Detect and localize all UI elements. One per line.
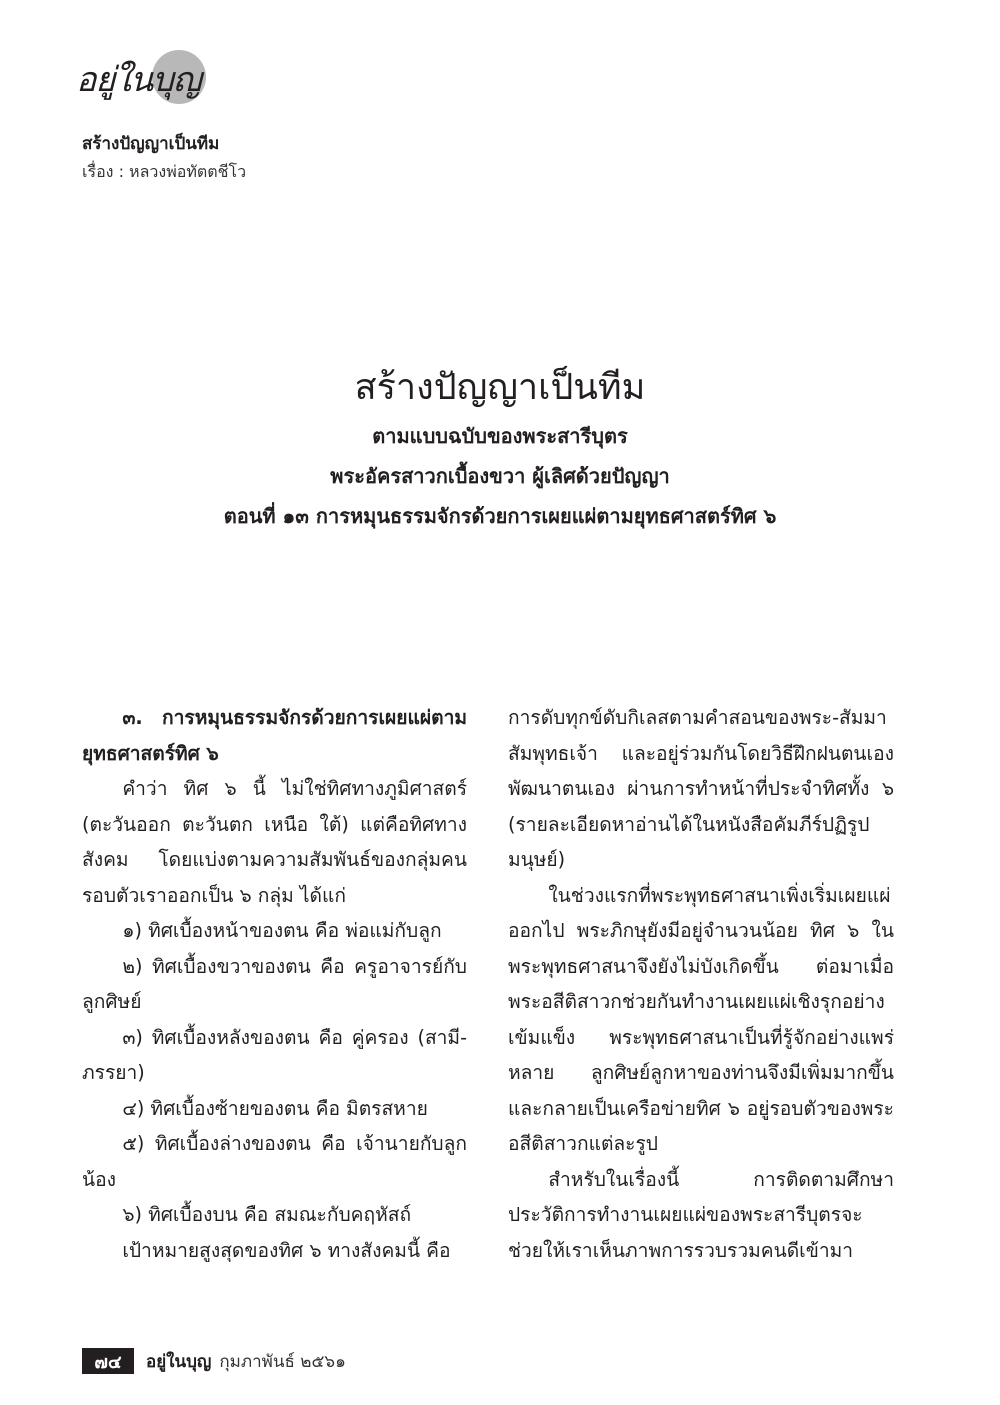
article-title: สร้างปัญญาเป็นทีม: [354, 367, 646, 408]
list-item: ๖) ทิศเบื้องบน คือ สมณะกับคฤหัสถ์: [122, 1203, 412, 1226]
paragraph: สำหรับในเรื่องนี้ การติดตามศึกษาประวัติการทำงานเผยแผ่ของพระสารีบุตรจะช่วยให้เราเห็นภาพการรวบรวมคนดีเข้ามา: [508, 1167, 894, 1262]
section-title: สร้างปัญญาเป็นทีม: [82, 134, 220, 154]
article-subtitle-2: พระอัครสาวกเบื้องขวา ผู้เลิศด้วยปัญญา: [330, 464, 670, 488]
page-number: ๗๔: [82, 1348, 134, 1374]
article-subtitle-1: ตามแบบฉบับของพระสารีบุตร: [372, 424, 628, 448]
article-title-block: [0, 360, 1000, 536]
right-column: [508, 700, 894, 1268]
paragraph: การดับทุกข์ดับกิเลสตามคำสอนของพระ-สัมมาสัมพุทธเจ้า และอยู่ร่วมกันโดยวิธีฝึกฝนตนเอง พัฒนาตนเอง ผ่านการทำหน้าที่ประจำทิศทั้ง ๖ (รายละเอียดหาอ่านได้ในหนังสือคัมภีร์ปฏิรูปมนุษย์): [508, 706, 894, 871]
logo-text: อยู่ในบุญ: [76, 60, 201, 100]
list-item: ๓) ทิศเบื้องหลังของตน คือ คู่ครอง (สามี-ภรรยา): [82, 1025, 467, 1084]
paragraph: ในช่วงแรกที่พระพุทธศาสนาเพิ่งเริ่มเผยแผ่ออกไป พระภิกษุยังมีอยู่จำนวนน้อย ทิศ ๖ ในพระพุทธศาสนาจึงยังไม่บังเกิดขึ้น ต่อมาเมื่อพระอสีติสาวกช่วยกันทำงานเผยแผ่เชิงรุกอย่างเข้มแข็ง พระพุทธศาสนาเป็นที่รู้จักอย่างแพร่หลาย ลูกศิษย์ลูกหาของท่านจึงมีเพิ่มมากขึ้นและกลายเป็นเครือข่ายทิศ ๖ อยู่รอบตัวของพระอสีติสาวกแต่ละรูป: [508, 883, 894, 1155]
article-subtitle-3: ตอนที่ ๑๓ การหมุนธรรมจักรด้วยการเผยแผ่ตามยุทธศาสตร์ทิศ ๖: [223, 504, 777, 528]
page-footer: [82, 1347, 346, 1375]
author-byline: เรื่อง : หลวงพ่อทัตตชีโว: [82, 162, 247, 181]
left-column: [82, 700, 467, 1268]
paragraph: เป้าหมายสูงสุดของทิศ ๖ ทางสังคมนี้ คือ: [122, 1238, 451, 1262]
paragraph: คำว่า ทิศ ๖ นี้ ไม่ใช่ทิศทางภูมิศาสตร์ (ตะวันออก ตะวันตก เหนือ ใต้) แต่คือทิศทางสังคม โดยแบ่งตามความสัมพันธ์ของกลุ่มคนรอบตัวเราออกเป็น ๖ กลุ่ม ได้แก่: [82, 777, 467, 907]
list-item: ๕) ทิศเบื้องล่างของตน คือ เจ้านายกับลูกน้อง: [82, 1132, 467, 1191]
issue-date: กุมภาพันธ์ ๒๕๖๑: [219, 1351, 346, 1372]
list-item: ๒) ทิศเบื้องขวาของตน คือ ครูอาจารย์กับลูกศิษย์: [82, 954, 467, 1013]
section-heading: ๓. การหมุนธรรมจักรด้วยการเผยแผ่ตามยุทธศาสตร์ทิศ ๖: [82, 706, 467, 765]
list-item: ๑) ทิศเบื้องหน้าของตน คือ พ่อแม่กับลูก: [122, 919, 442, 942]
magazine-name: อยู่ในบุญ: [146, 1351, 212, 1372]
list-item: ๔) ทิศเบื้องซ้ายของตน คือ มิตรสหาย: [122, 1096, 428, 1120]
magazine-logo: [74, 48, 224, 104]
